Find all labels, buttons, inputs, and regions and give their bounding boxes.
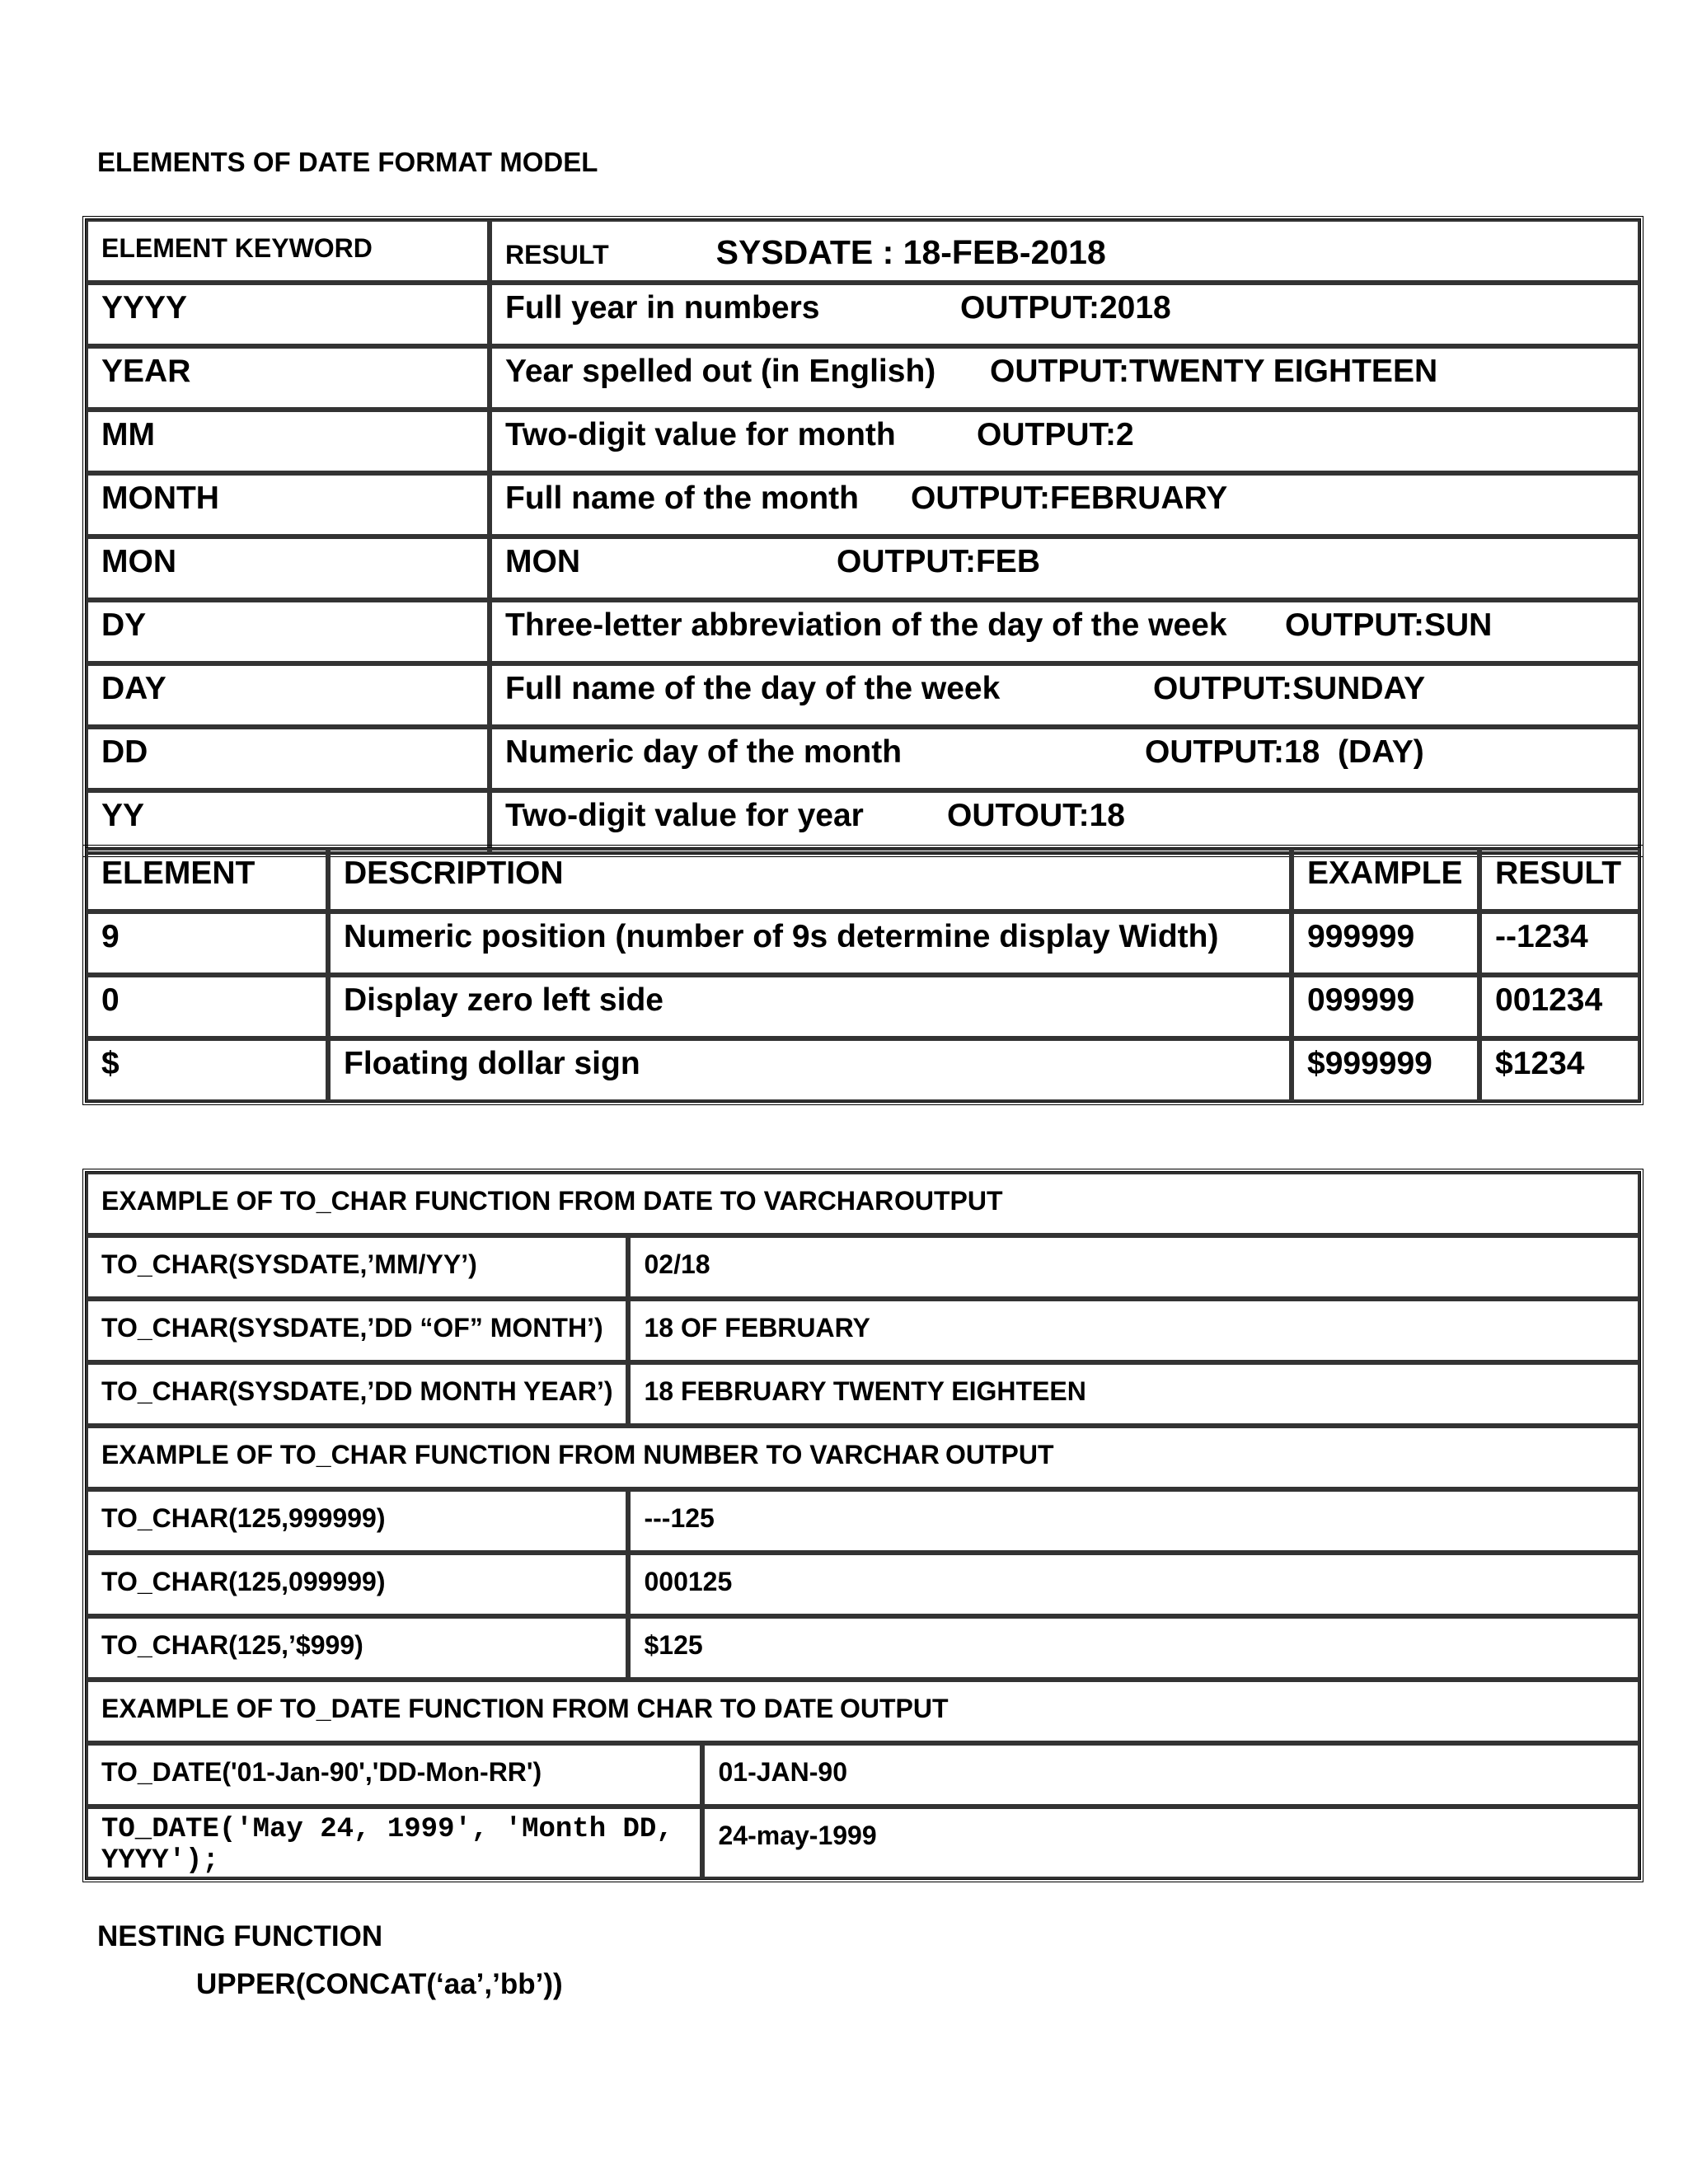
table-row (86, 1743, 1640, 1807)
keyword-cell: DAY (86, 663, 490, 727)
table-row (86, 1489, 1640, 1553)
description-text: Full year in numbers (505, 290, 820, 326)
function-examples-table (82, 1169, 1643, 1882)
description-cell: Numeric position (number of 9s determine display Width) (328, 912, 1292, 975)
header-result: RESULT (505, 240, 609, 269)
section-title: EXAMPLE OF TO_CHAR FUNCTION FROM NUMBER TO VARCHAR (101, 1440, 940, 1469)
description-text: Numeric day of the month (505, 734, 903, 770)
keyword-cell: YEAR (86, 346, 490, 410)
description-text: Full name of the day of the week (505, 671, 1001, 706)
element-cell: $ (86, 1038, 328, 1102)
table-row (86, 1299, 1640, 1362)
section-header-row (86, 1172, 1640, 1235)
result-cell: $1234 (1479, 1038, 1640, 1102)
table-row (86, 975, 1640, 1038)
section-title: EXAMPLE OF TO_CHAR FUNCTION FROM DATE TO VARCHAR (101, 1186, 894, 1216)
header-example: EXAMPLE (1292, 848, 1479, 912)
result-cell: 24-may-1999 (702, 1807, 1640, 1879)
table-row (86, 1038, 1640, 1102)
output-text: OUTPUT:FEB (837, 544, 1040, 579)
section-header-row (86, 1426, 1640, 1489)
section-output-label: OUTPUT (840, 1694, 949, 1723)
date-format-table (82, 216, 1643, 857)
table-row (86, 912, 1640, 975)
table-row (86, 1362, 1640, 1426)
expression-cell: TO_CHAR(125,’$999) (86, 1616, 628, 1680)
output-text: OUTPUT:TWENTY EIGHTEEN (990, 354, 1438, 389)
expression-cell: TO_DATE('01-Jan-90','DD-Mon-RR') (86, 1743, 702, 1807)
expression-cell: TO_CHAR(SYSDATE,’DD MONTH YEAR’) (86, 1362, 628, 1426)
table-row (86, 1807, 1640, 1879)
element-cell: 0 (86, 975, 328, 1038)
output-text: OUTPUT:SUN (1285, 607, 1493, 643)
table-header-row (86, 848, 1640, 912)
expression-cell: TO_CHAR(125,099999) (86, 1553, 628, 1616)
sysdate-label: SYSDATE : 18-FEB-2018 (715, 233, 1106, 271)
description-text: Full name of the month (505, 480, 859, 516)
expression-cell: TO_CHAR(SYSDATE,’MM/YY’) (86, 1235, 628, 1299)
table-header-row (86, 219, 1640, 283)
header-element: ELEMENT (86, 848, 328, 912)
result-cell: 18 OF FEBRUARY (628, 1299, 1640, 1362)
table-row (86, 283, 1640, 346)
output-text: OUTPUT:18 (DAY) (1145, 734, 1424, 770)
description-text: Year spelled out (in English) (505, 354, 936, 389)
table-row (86, 537, 1640, 600)
section-output-label: OUTPUT (945, 1440, 1054, 1469)
expression-cell: TO_CHAR(SYSDATE,’DD “OF” MONTH’) (86, 1299, 628, 1362)
keyword-cell: YYYY (86, 283, 490, 346)
result-cell: $125 (628, 1616, 1640, 1680)
expression-cell: TO_DATE('May 24, 1999', 'Month DD, YYYY'); (86, 1807, 702, 1879)
nesting-expression: UPPER(CONCAT(‘aa’,’bb’)) (196, 1968, 563, 2000)
result-cell: --1234 (1479, 912, 1640, 975)
table-row (86, 410, 1640, 473)
keyword-cell: DY (86, 600, 490, 663)
page-title: ELEMENTS OF DATE FORMAT MODEL (97, 147, 598, 177)
table-row (86, 1553, 1640, 1616)
header-result: RESULT (1479, 848, 1640, 912)
example-cell: $999999 (1292, 1038, 1479, 1102)
description-cell: Display zero left side (328, 975, 1292, 1038)
keyword-cell: DD (86, 727, 490, 790)
table-row (86, 473, 1640, 537)
table-row (86, 727, 1640, 790)
header-description: DESCRIPTION (328, 848, 1292, 912)
result-cell: 18 FEBRUARY TWENTY EIGHTEEN (628, 1362, 1640, 1426)
output-text: OUTPUT:2018 (960, 290, 1171, 326)
output-text: OUTOUT:18 (947, 798, 1125, 833)
keyword-cell: MM (86, 410, 490, 473)
keyword-cell: MONTH (86, 473, 490, 537)
output-text: OUTPUT:FEBRUARY (911, 480, 1228, 516)
section-title: EXAMPLE OF TO_DATE FUNCTION FROM CHAR TO DATE (101, 1694, 834, 1723)
section-output-label: OUTPUT (894, 1186, 1003, 1216)
table-row (86, 663, 1640, 727)
result-cell: 000125 (628, 1553, 1640, 1616)
number-format-table (82, 845, 1643, 1105)
section-header-row (86, 1680, 1640, 1743)
table-row (86, 1235, 1640, 1299)
output-text: OUTPUT:2 (977, 417, 1134, 452)
keyword-cell: MON (86, 537, 490, 600)
description-text: Two-digit value for year (505, 798, 864, 833)
description-text: MON (505, 544, 580, 579)
keyword-cell: YY (86, 790, 490, 854)
result-cell: 001234 (1479, 975, 1640, 1038)
element-cell: 9 (86, 912, 328, 975)
table-row (86, 346, 1640, 410)
example-cell: 099999 (1292, 975, 1479, 1038)
header-element-keyword: ELEMENT KEYWORD (86, 219, 490, 283)
table-row (86, 1616, 1640, 1680)
result-cell: 02/18 (628, 1235, 1640, 1299)
expression-cell: TO_CHAR(125,999999) (86, 1489, 628, 1553)
description-cell: Floating dollar sign (328, 1038, 1292, 1102)
example-cell: 999999 (1292, 912, 1479, 975)
description-text: Three-letter abbreviation of the day of the week (505, 607, 1227, 643)
table-row (86, 600, 1640, 663)
description-text: Two-digit value for month (505, 417, 896, 452)
result-cell: ---125 (628, 1489, 1640, 1553)
output-text: OUTPUT:SUNDAY (1153, 671, 1426, 706)
nesting-title: NESTING FUNCTION (97, 1920, 383, 1952)
result-cell: 01-JAN-90 (702, 1743, 1640, 1807)
